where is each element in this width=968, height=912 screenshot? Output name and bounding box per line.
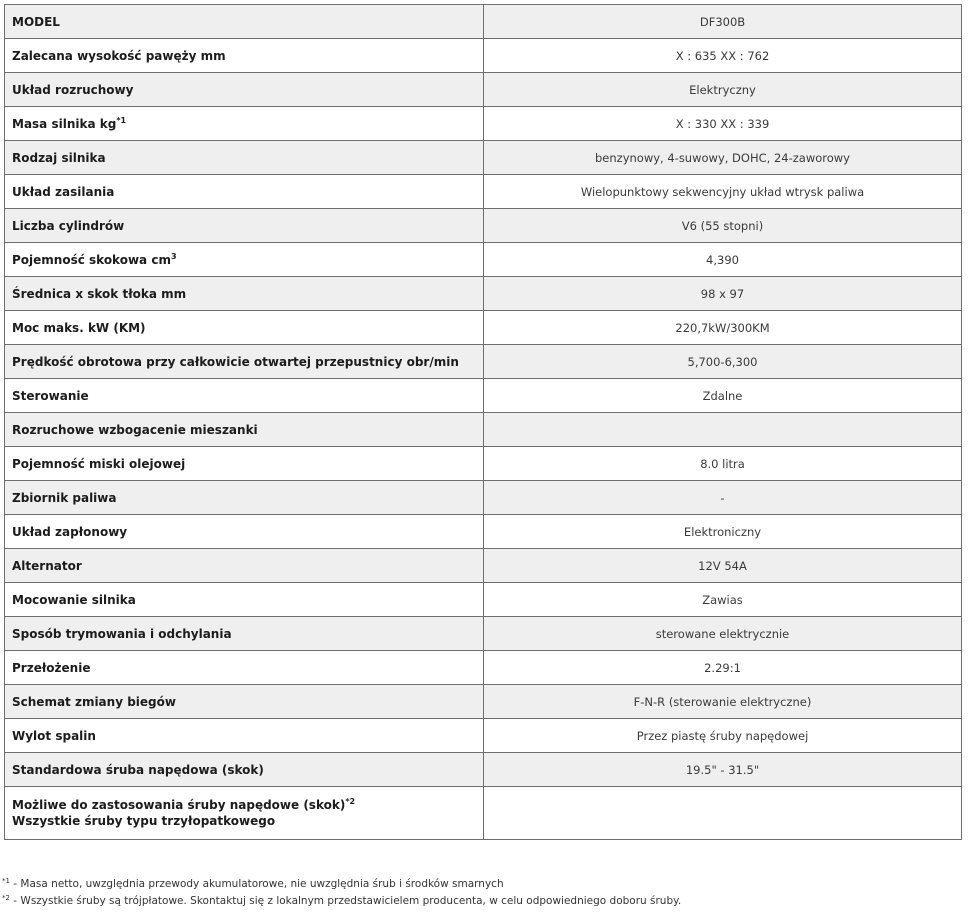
row-label-text: Rodzaj silnika [12,150,106,165]
row-value: 220,7kW/300KM [484,311,962,345]
row-label-text: Schemat zmiany biegów [12,694,176,709]
row-label-text: Układ zapłonowy [12,524,128,539]
table-row [5,209,962,243]
table-row [5,515,962,549]
footnotes [2,876,964,910]
row-label [5,753,484,787]
row-value: Wielopunktowy sekwencyjny układ wtrysk paliwa [484,175,962,209]
footnote-2 [2,893,964,910]
row-label [5,345,484,379]
table-row [5,107,962,141]
table-row [5,617,962,651]
row-label-text: Standardowa śruba napędowa (skok) [12,762,264,777]
footnote-mark: *1 [2,877,10,885]
row-label-text: Sterowanie [12,388,89,403]
row-label [5,277,484,311]
table-row [5,175,962,209]
spec-table-body [5,5,962,840]
row-label-text: Prędkość obrotowa przy całkowicie otwartej przepustnicy obr/min [12,354,459,369]
table-row [5,345,962,379]
row-label-text: Zalecana wysokość pawęży mm [12,48,226,63]
spec-table [4,4,962,840]
row-value: 2.29:1 [484,651,962,685]
row-label [5,719,484,753]
table-row [5,753,962,787]
row-value: Zdalne [484,379,962,413]
row-value: Zawias [484,583,962,617]
row-label-text: MODEL [12,14,60,29]
label-superscript: *1 [116,115,127,125]
row-label [5,617,484,651]
row-label-text: Pojemność skokowa cm [12,252,171,267]
row-label [5,243,484,277]
row-label-text: Alternator [12,558,82,573]
row-label [5,583,484,617]
row-label-text: Liczba cylindrów [12,218,125,233]
row-label-text: Sposób trymowania i odchylania [12,626,232,641]
row-value: Elektryczny [484,73,962,107]
row-label [5,209,484,243]
footnote-1 [2,876,964,893]
table-row [5,549,962,583]
row-label-text: Przełożenie [12,660,91,675]
table-row [5,141,962,175]
row-label-text: Mocowanie silnika [12,592,136,607]
row-label [5,379,484,413]
table-row [5,413,962,447]
table-row [5,5,962,39]
row-value: 12V 54A [484,549,962,583]
table-row [5,447,962,481]
row-label [5,39,484,73]
row-label [5,515,484,549]
row-label [5,549,484,583]
row-value [484,787,962,840]
row-value: Elektroniczny [484,515,962,549]
row-value: X : 635 XX : 762 [484,39,962,73]
row-label-text: Zbiornik paliwa [12,490,117,505]
table-row [5,277,962,311]
row-value: V6 (55 stopni) [484,209,962,243]
row-label [5,787,484,840]
table-row [5,39,962,73]
table-row [5,379,962,413]
row-label [5,447,484,481]
row-label [5,5,484,39]
table-row [5,685,962,719]
row-value: F-N-R (sterowanie elektryczne) [484,685,962,719]
row-label [5,73,484,107]
row-label [5,141,484,175]
row-value: 4,390 [484,243,962,277]
row-value: 5,700-6,300 [484,345,962,379]
row-label [5,651,484,685]
table-row [5,651,962,685]
row-label-text: Rozruchowe wzbogacenie mieszanki [12,422,258,437]
row-value: - [484,481,962,515]
row-value: sterowane elektrycznie [484,617,962,651]
row-label-text: Układ zasilania [12,184,115,199]
row-label-line-1 [12,797,476,813]
footnote-text: - Wszystkie śruby są trójpłatowe. Skontaktuj się z lokalnym przedstawicielem producenta, w celu odpowiedniego doboru śruby. [9,895,682,907]
table-row [5,311,962,345]
row-label [5,685,484,719]
row-label [5,311,484,345]
row-label-text: Pojemność miski olejowej [12,456,186,471]
row-value: 98 x 97 [484,277,962,311]
row-label [5,175,484,209]
row-value: benzynowy, 4-suwowy, DOHC, 24-zaworowy [484,141,962,175]
footnote-mark: *2 [2,894,10,902]
table-row [5,481,962,515]
row-value: DF300B [484,5,962,39]
row-value: 19.5" - 31.5" [484,753,962,787]
table-row [5,719,962,753]
footnote-ref: *2 [345,797,356,806]
table-row [5,583,962,617]
table-row [5,73,962,107]
row-label-text: Masa silnika kg [12,116,117,131]
row-label-text: Średnica x skok tłoka mm [12,286,187,301]
footnote-text: - Masa netto, uwzględnia przewody akumulatorowe, nie uwzględnia śrub i środków smarnych [9,878,504,890]
row-value [484,413,962,447]
row-label-text: Moc maks. kW (KM) [12,320,146,335]
row-value: X : 330 XX : 339 [484,107,962,141]
table-row [5,243,962,277]
table-row-propellers [5,787,962,840]
row-label-text: Układ rozruchowy [12,82,134,97]
row-label [5,107,484,141]
row-label-line-2: Wszystkie śruby typu trzyłopatkowego [12,814,276,828]
row-label [5,413,484,447]
row-label-text: Możliwe do zastosowania śruby napędowe (skok) [12,798,346,812]
row-value: 8.0 litra [484,447,962,481]
row-label-text: Wylot spalin [12,728,96,743]
label-superscript: 3 [170,251,177,261]
row-value: Przez piastę śruby napędowej [484,719,962,753]
row-label [5,481,484,515]
